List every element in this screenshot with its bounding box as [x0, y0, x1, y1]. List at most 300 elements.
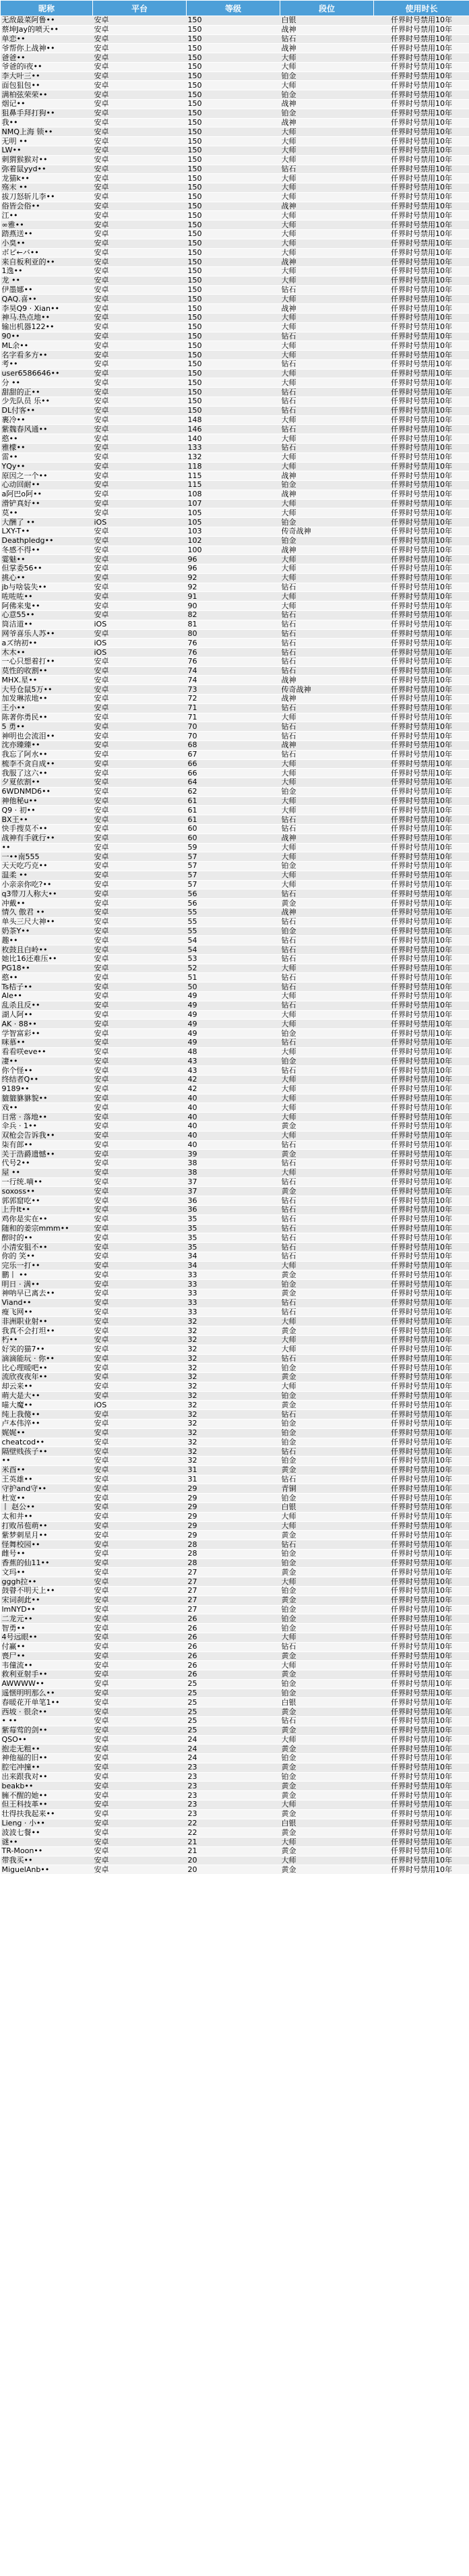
cell-nickname: 我••	[1, 118, 93, 127]
table-row	[1, 927, 469, 936]
cell-nickname: 随和的姜宗mmm••	[1, 1224, 93, 1233]
cell-nickname: Deathpledg••	[1, 536, 93, 546]
cell-platform: iOS	[93, 518, 187, 527]
cell-platform: 安卓	[93, 53, 187, 63]
cell-duration: 仟界时号禁用10年	[374, 1484, 469, 1494]
cell-platform: 安卓	[93, 843, 187, 852]
cell-nickname: Lieng · 小••	[1, 1819, 93, 1828]
cell-level: 25	[187, 1716, 280, 1726]
cell-duration: 仟界时号禁用10年	[374, 1289, 469, 1299]
cell-nickname: a阿巴o阿••	[1, 490, 93, 499]
cell-platform: 安卓	[93, 1345, 187, 1354]
table-row	[1, 1308, 469, 1317]
cell-level: 32	[187, 1326, 280, 1336]
cell-nickname: 卢本伟淬••	[1, 1419, 93, 1428]
cell-duration: 仟界时号禁用10年	[374, 499, 469, 508]
cell-duration: 仟界时号禁用10年	[374, 1001, 469, 1010]
cell-platform: iOS	[93, 1401, 187, 1410]
cell-level: 26	[187, 1624, 280, 1633]
cell-platform: 安卓	[93, 796, 187, 806]
cell-level: 38	[187, 1159, 280, 1169]
cell-level: 57	[187, 862, 280, 871]
cell-level: 27	[187, 1596, 280, 1605]
cell-rank: 黄金	[280, 1763, 374, 1772]
table-row	[1, 592, 469, 602]
cell-platform: 安卓	[93, 462, 187, 471]
cell-level: 102	[187, 536, 280, 546]
cell-platform: 安卓	[93, 1494, 187, 1503]
cell-nickname: 江••	[1, 211, 93, 221]
cell-rank: 大师	[280, 880, 374, 889]
header-duration: 使用时长	[374, 1, 469, 16]
cell-duration: 仟界时号禁用10年	[374, 1121, 469, 1131]
cell-duration: 仟界时号禁用10年	[374, 25, 469, 34]
cell-nickname: 烟记••	[1, 100, 93, 109]
cell-level: 27	[187, 1587, 280, 1596]
cell-nickname: 单头三尺大神••	[1, 917, 93, 927]
table-row	[1, 295, 469, 304]
cell-rank: 钻石	[280, 1224, 374, 1233]
cell-rank: 黄金	[280, 1670, 374, 1680]
cell-platform: 安卓	[93, 880, 187, 889]
cell-duration: 仟界时号禁用10年	[374, 406, 469, 415]
cell-duration: 仟界时号禁用10年	[374, 322, 469, 332]
cell-duration: 仟界时号禁用10年	[374, 276, 469, 285]
cell-platform: 安卓	[93, 229, 187, 239]
cell-level: 140	[187, 434, 280, 444]
cell-rank: 黄金	[280, 1782, 374, 1791]
cell-rank: 钻石	[280, 1159, 374, 1169]
cell-level: 25	[187, 1698, 280, 1707]
cell-nickname: 心动回耐••	[1, 481, 93, 490]
cell-level: 150	[187, 53, 280, 63]
cell-nickname: 伊墨娜••	[1, 285, 93, 295]
table-row	[1, 983, 469, 992]
cell-duration: 仟界时号禁用10年	[374, 1187, 469, 1196]
cell-platform: 安卓	[93, 332, 187, 341]
cell-duration: 仟界时号禁用10年	[374, 1856, 469, 1865]
table-row	[1, 769, 469, 778]
cell-rank: 钻石	[280, 1066, 374, 1076]
cell-duration: 仟界时号禁用10年	[374, 239, 469, 248]
cell-rank: 大师	[280, 508, 374, 518]
cell-nickname: 无明 ••	[1, 137, 93, 146]
cell-level: 150	[187, 221, 280, 230]
cell-nickname: Ts桔子••	[1, 983, 93, 992]
cell-rank: 钻石	[280, 936, 374, 945]
cell-level: 70	[187, 732, 280, 741]
cell-platform: 安卓	[93, 992, 187, 1001]
cell-platform: 安卓	[93, 239, 187, 248]
cell-rank: 铂金	[280, 71, 374, 81]
table-row	[1, 304, 469, 314]
cell-duration: 仟界时号禁用10年	[374, 592, 469, 602]
cell-platform: 安卓	[93, 666, 187, 676]
cell-level: 54	[187, 936, 280, 945]
cell-rank: 大师	[280, 1113, 374, 1122]
cell-platform: 安卓	[93, 1233, 187, 1243]
cell-nickname: AK · 88••	[1, 1020, 93, 1029]
table-row	[1, 1038, 469, 1047]
cell-nickname: 非洲职业射••	[1, 1317, 93, 1326]
cell-duration: 仟界时号禁用10年	[374, 1475, 469, 1484]
cell-platform: 安卓	[93, 425, 187, 434]
cell-rank: 大师	[280, 452, 374, 462]
cell-rank: 大师	[280, 1261, 374, 1270]
cell-duration: 仟界时号禁用10年	[374, 1457, 469, 1466]
cell-rank: 钻石	[280, 983, 374, 992]
table-row	[1, 1614, 469, 1624]
cell-level: 57	[187, 852, 280, 862]
cell-rank: 大师	[280, 1801, 374, 1810]
cell-duration: 仟界时号禁用10年	[374, 1419, 469, 1428]
cell-duration: 仟界时号禁用10年	[374, 1754, 469, 1763]
cell-level: 56	[187, 899, 280, 908]
cell-duration: 仟界时号禁用10年	[374, 109, 469, 118]
table-row	[1, 34, 469, 44]
cell-duration: 仟界时号禁用10年	[374, 1066, 469, 1076]
cell-duration: 仟界时号禁用10年	[374, 583, 469, 592]
cell-rank: 大师	[280, 314, 374, 323]
cell-level: 96	[187, 564, 280, 574]
table-row	[1, 1828, 469, 1838]
cell-duration: 仟界时号禁用10年	[374, 1587, 469, 1596]
table-row	[1, 954, 469, 964]
table-row	[1, 1354, 469, 1364]
cell-platform: 安卓	[93, 657, 187, 666]
cell-duration: 仟界时号禁用10年	[374, 1196, 469, 1206]
cell-rank: 钻石	[280, 648, 374, 657]
cell-platform: 安卓	[93, 174, 187, 183]
cell-duration: 仟界时号禁用10年	[374, 676, 469, 685]
cell-platform: 安卓	[93, 406, 187, 415]
cell-duration: 仟界时号禁用10年	[374, 973, 469, 983]
cell-level: 24	[187, 1735, 280, 1745]
cell-platform: 安卓	[93, 471, 187, 481]
cell-rank: 大师	[280, 137, 374, 146]
cell-duration: 仟界时号禁用10年	[374, 1298, 469, 1308]
cell-duration: 仟界时号禁用10年	[374, 713, 469, 722]
cell-duration: 仟界时号禁用10年	[374, 332, 469, 341]
cell-rank: 战神	[280, 471, 374, 481]
table-row	[1, 1140, 469, 1150]
cell-platform: 安卓	[93, 25, 187, 34]
cell-nickname: Ale••	[1, 992, 93, 1001]
cell-rank: 黄金	[280, 1289, 374, 1299]
cell-rank: 大师	[280, 1345, 374, 1354]
cell-rank: 大师	[280, 183, 374, 193]
table-row	[1, 1484, 469, 1494]
cell-nickname: 大号仓鼠5万••	[1, 685, 93, 695]
cell-rank: 黄金	[280, 1707, 374, 1717]
table-row	[1, 1150, 469, 1159]
table-row	[1, 388, 469, 397]
table-row	[1, 1057, 469, 1066]
cell-level: 96	[187, 555, 280, 564]
cell-level: 29	[187, 1512, 280, 1521]
cell-level: 55	[187, 908, 280, 918]
table-row	[1, 1521, 469, 1531]
cell-rank: 大师	[280, 1094, 374, 1103]
table-row	[1, 1596, 469, 1605]
cell-platform: 安卓	[93, 1549, 187, 1558]
cell-duration: 仟界时号禁用10年	[374, 1401, 469, 1410]
cell-platform: 安卓	[93, 314, 187, 323]
cell-duration: 仟界时号禁用10年	[374, 852, 469, 862]
table-row	[1, 62, 469, 71]
cell-level: 33	[187, 1270, 280, 1280]
cell-level: 55	[187, 927, 280, 936]
table-row	[1, 1289, 469, 1299]
cell-platform: 安卓	[93, 276, 187, 285]
cell-nickname: 温柔 ••	[1, 871, 93, 880]
cell-nickname: 甜甜的正••	[1, 388, 93, 397]
cell-rank: 大师	[280, 174, 374, 183]
cell-platform: 安卓	[93, 583, 187, 592]
table-row	[1, 425, 469, 434]
table-row	[1, 1791, 469, 1801]
header-nickname: 昵称	[1, 1, 93, 16]
cell-rank: 黄金	[280, 899, 374, 908]
cell-level: 25	[187, 1726, 280, 1735]
cell-nickname: 枚鼓且白岭••	[1, 945, 93, 955]
cell-rank: 大师	[280, 592, 374, 602]
cell-platform: 安卓	[93, 1809, 187, 1819]
cell-platform: 安卓	[93, 778, 187, 788]
cell-nickname: 雅檬••	[1, 443, 93, 452]
table-row	[1, 1605, 469, 1614]
cell-rank: 铂金	[280, 862, 374, 871]
cell-platform: 安卓	[93, 1020, 187, 1029]
cell-platform: 安卓	[93, 1084, 187, 1094]
cell-platform: 安卓	[93, 732, 187, 741]
cell-platform: 安卓	[93, 1642, 187, 1651]
cell-duration: 仟界时号禁用10年	[374, 880, 469, 889]
cell-nickname: 隔壁贱孩子••	[1, 1447, 93, 1457]
cell-nickname: 李大叶三••	[1, 71, 93, 81]
table-row	[1, 415, 469, 425]
cell-platform: 安卓	[93, 1596, 187, 1605]
cell-level: 66	[187, 759, 280, 769]
cell-nickname: 瘦飞网••	[1, 1308, 93, 1317]
cell-rank: 大师	[280, 1661, 374, 1670]
cell-level: 42	[187, 1084, 280, 1094]
table-row	[1, 1419, 469, 1428]
table-row	[1, 490, 469, 499]
cell-rank: 大师	[280, 871, 374, 880]
cell-nickname: 二龙元••	[1, 1614, 93, 1624]
table-row	[1, 1587, 469, 1596]
cell-nickname: aズ纳初••	[1, 639, 93, 648]
table-row	[1, 1084, 469, 1094]
table-row	[1, 1206, 469, 1215]
cell-rank: 钻石	[280, 620, 374, 629]
cell-level: 52	[187, 964, 280, 973]
cell-nickname: 波波七餐••	[1, 1828, 93, 1838]
table-row	[1, 722, 469, 732]
cell-platform: 安卓	[93, 1206, 187, 1215]
cell-platform: 安卓	[93, 1159, 187, 1169]
table-row	[1, 1335, 469, 1345]
cell-platform: 安卓	[93, 1010, 187, 1020]
cell-nickname: 分 ••	[1, 378, 93, 388]
cell-platform: 安卓	[93, 1587, 187, 1596]
cell-duration: 仟界时号禁用10年	[374, 666, 469, 676]
cell-level: 150	[187, 285, 280, 295]
cell-level: 40	[187, 1103, 280, 1113]
cell-level: 43	[187, 1057, 280, 1066]
cell-platform: 安卓	[93, 1047, 187, 1057]
cell-level: 148	[187, 415, 280, 425]
table-row	[1, 806, 469, 815]
table-row	[1, 695, 469, 704]
table-row	[1, 109, 469, 118]
cell-rank: 黄金	[280, 1726, 374, 1735]
cell-duration: 仟界时号禁用10年	[374, 1428, 469, 1438]
cell-level: 35	[187, 1243, 280, 1252]
cell-nickname: 天天吃巧克••	[1, 862, 93, 871]
cell-platform: 安卓	[93, 1865, 187, 1875]
cell-duration: 仟界时号禁用10年	[374, 258, 469, 267]
cell-duration: 仟界时号禁用10年	[374, 1735, 469, 1745]
table-row	[1, 1373, 469, 1382]
cell-nickname: 我忘了阿水••	[1, 750, 93, 759]
cell-nickname: 西坡 · 很余••	[1, 1707, 93, 1717]
cell-level: 107	[187, 499, 280, 508]
cell-duration: 仟界时号禁用10年	[374, 127, 469, 137]
cell-level: 82	[187, 611, 280, 620]
cell-nickname: 李昊Q9 · Xian••	[1, 304, 93, 314]
cell-platform: 安卓	[93, 81, 187, 90]
cell-rank: 大师	[280, 1335, 374, 1345]
cell-level: 31	[187, 1465, 280, 1475]
cell-rank: 铂金	[280, 536, 374, 546]
cell-nickname: 俗皆会俗••	[1, 202, 93, 211]
cell-platform: 安卓	[93, 369, 187, 378]
cell-nickname: 一••南555	[1, 852, 93, 862]
cell-nickname: 腔宅冲撞••	[1, 1763, 93, 1772]
cell-rank: 钻石	[280, 1177, 374, 1187]
cell-rank: 钻石	[280, 639, 374, 648]
table-row	[1, 211, 469, 221]
cell-nickname: PG18••	[1, 964, 93, 973]
cell-level: 150	[187, 378, 280, 388]
table-row	[1, 406, 469, 415]
cell-duration: 仟界时号禁用10年	[374, 703, 469, 713]
cell-nickname: 比心理暖吧••	[1, 1364, 93, 1373]
table-row	[1, 499, 469, 508]
cell-nickname: 明日 · 满••	[1, 1280, 93, 1289]
table-row	[1, 1735, 469, 1745]
cell-platform: 安卓	[93, 1261, 187, 1270]
cell-rank: 钻石	[280, 1475, 374, 1484]
cell-level: 25	[187, 1689, 280, 1698]
cell-nickname: 龙 ••	[1, 276, 93, 285]
cell-duration: 仟界时号禁用10年	[374, 285, 469, 295]
cell-nickname: jb与啥装失••	[1, 583, 93, 592]
cell-level: 40	[187, 1140, 280, 1150]
table-header-row	[1, 1, 469, 16]
cell-duration: 仟界时号禁用10年	[374, 1521, 469, 1531]
table-row	[1, 1131, 469, 1140]
cell-rank: 战神	[280, 25, 374, 34]
cell-platform: 安卓	[93, 1540, 187, 1550]
cell-platform: 安卓	[93, 1113, 187, 1122]
cell-nickname: 智勇••	[1, 1624, 93, 1633]
cell-platform: 安卓	[93, 983, 187, 992]
cell-duration: 仟界时号禁用10年	[374, 388, 469, 397]
cell-rank: 黄金	[280, 1568, 374, 1577]
cell-level: 26	[187, 1642, 280, 1651]
cell-duration: 仟界时号禁用10年	[374, 397, 469, 407]
cell-duration: 仟界时号禁用10年	[374, 1689, 469, 1698]
cell-level: 26	[187, 1614, 280, 1624]
cell-platform: 安卓	[93, 258, 187, 267]
cell-nickname: 上升It••	[1, 1206, 93, 1215]
table-row	[1, 917, 469, 927]
cell-nickname: 一行统.嘀••	[1, 1177, 93, 1187]
cell-nickname: 怪舞校园••	[1, 1540, 93, 1550]
cell-nickname: 冬感不得••	[1, 546, 93, 555]
cell-level: 150	[187, 332, 280, 341]
cell-rank: 大师	[280, 62, 374, 71]
cell-platform: 安卓	[93, 1605, 187, 1614]
cell-platform: 安卓	[93, 1531, 187, 1540]
cell-duration: 仟界时号禁用10年	[374, 1010, 469, 1020]
cell-level: 40	[187, 1131, 280, 1140]
cell-nickname: 紫梦刺星月••	[1, 1531, 93, 1540]
cell-nickname: MHX.星••	[1, 676, 93, 685]
cell-nickname: 滴滴能玩 · 你••	[1, 1354, 93, 1364]
cell-nickname: 原因之一个••	[1, 471, 93, 481]
cell-duration: 仟界时号禁用10年	[374, 1846, 469, 1856]
cell-duration: 仟界时号禁用10年	[374, 434, 469, 444]
cell-nickname: q3带刀人称大••	[1, 889, 93, 899]
cell-nickname: user6586646••	[1, 369, 93, 378]
table-row	[1, 341, 469, 351]
cell-rank: 铂金	[280, 1549, 374, 1558]
table-row	[1, 1838, 469, 1847]
cell-platform: 安卓	[93, 304, 187, 314]
cell-rank: 大师	[280, 564, 374, 574]
cell-platform: 安卓	[93, 1317, 187, 1326]
cell-level: 35	[187, 1214, 280, 1224]
cell-duration: 仟界时号禁用10年	[374, 1596, 469, 1605]
cell-level: 74	[187, 676, 280, 685]
cell-duration: 仟界时号禁用10年	[374, 1243, 469, 1252]
table-row	[1, 1233, 469, 1243]
table-row	[1, 1270, 469, 1280]
cell-rank: 钻石	[280, 1214, 374, 1224]
table-row	[1, 685, 469, 695]
cell-level: 80	[187, 629, 280, 639]
cell-rank: 铂金	[280, 1057, 374, 1066]
table-row	[1, 100, 469, 109]
cell-level: 61	[187, 796, 280, 806]
cell-rank: 钻石	[280, 889, 374, 899]
cell-platform: 安卓	[93, 1503, 187, 1513]
cell-level: 29	[187, 1494, 280, 1503]
cell-duration: 仟界时号禁用10年	[374, 304, 469, 314]
cell-level: 115	[187, 481, 280, 490]
cell-platform: 安卓	[93, 964, 187, 973]
cell-rank: 钻石	[280, 1354, 374, 1364]
table-row	[1, 137, 469, 146]
table-row	[1, 992, 469, 1001]
table-row	[1, 620, 469, 629]
cell-rank: 大师	[280, 1047, 374, 1057]
table-row	[1, 81, 469, 90]
